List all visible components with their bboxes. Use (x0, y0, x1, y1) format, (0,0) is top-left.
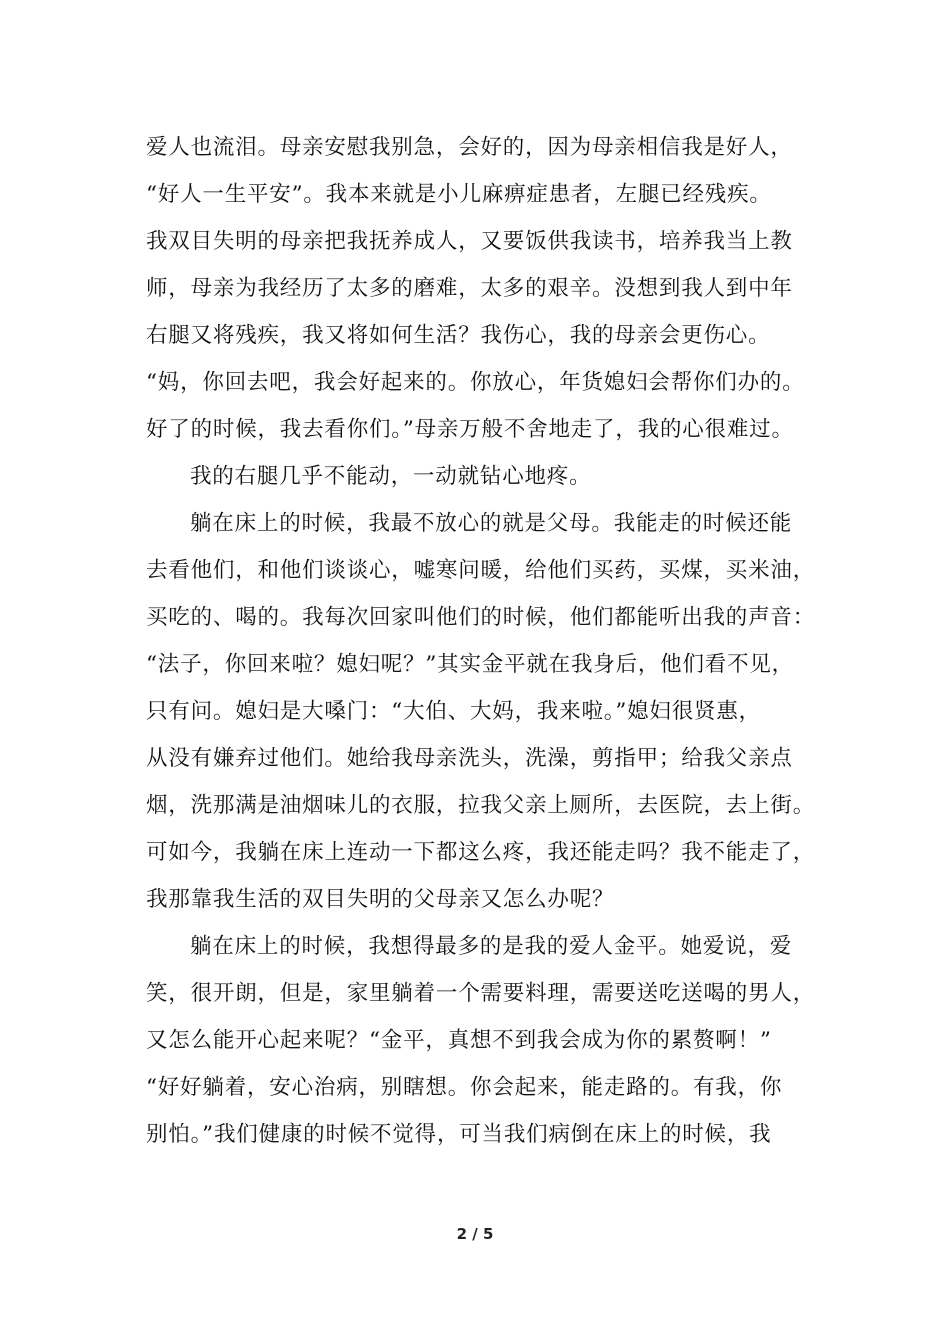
text-line: 右腿又将残疾，我又将如何生活？我伤心，我的母亲会更伤心。 (146, 323, 771, 348)
text-line: 躺在床上的时候，我想得最多的是我的爱人金平。她爱说，爱 (190, 934, 793, 959)
text-line: 去看他们，和他们谈谈心，嘘寒问暖，给他们买药，买煤，买米油， (146, 558, 816, 583)
text-line: 好了的时候，我去看你们。”母亲万般不舍地走了，我的心很难过。 (146, 417, 794, 442)
text-line: 我那靠我生活的双目失明的父母亲又怎么办呢？ (146, 887, 615, 912)
text-line: 别怕。”我们健康的时候不觉得，可当我们病倒在床上的时候，我 (146, 1122, 772, 1147)
text-line: “妈，你回去吧，我会好起来的。你放心，年货媳妇会帮你们办的。 (146, 370, 805, 395)
text-line: 从没有嫌弃过他们。她给我母亲洗头，洗澡，剪指甲；给我父亲点 (146, 746, 793, 771)
text-line: 躺在床上的时候，我最不放心的就是父母。我能走的时候还能 (190, 511, 793, 536)
text-line: 笑，很开朗，但是，家里躺着一个需要料理，需要送吃送喝的男人， (146, 981, 816, 1006)
text-line: “好人一生平安”。我本来就是小儿麻痹症患者，左腿已经残疾。 (146, 182, 772, 207)
text-line: “好好躺着，安心治病，别瞎想。你会起来，能走路的。有我，你 (146, 1075, 783, 1100)
page-number: 2 / 5 (456, 1225, 494, 1243)
text-line: “法子，你回来啦？媳妇呢？”其实金平就在我身后，他们看不见， (146, 652, 794, 677)
text-line: 可如今，我躺在床上连动一下都这么疼，我还能走吗？我不能走了， (146, 840, 816, 865)
text-line: 买吃的、喝的。我每次回家叫他们的时候，他们都能听出我的声音： (146, 605, 816, 630)
text-line: 烟，洗那满是油烟味儿的衣服，拉我父亲上厕所，去医院，去上街。 (146, 793, 816, 818)
text-line: 师，母亲为我经历了太多的磨难，太多的艰辛。没想到我人到中年 (146, 276, 793, 301)
text-line: 我的右腿几乎不能动，一动就钻心地疼。 (190, 464, 592, 489)
body-text (146, 124, 826, 1158)
text-line: 爱人也流泪。母亲安慰我别急，会好的，因为母亲相信我是好人， (146, 135, 793, 160)
text-line: 我双目失明的母亲把我抚养成人，又要饭供我读书，培养我当上教 (146, 229, 793, 254)
text-line: 只有问。媳妇是大嗓门：“大伯、大妈，我来啦。”媳妇很贤惠， (146, 699, 761, 724)
text-line: 又怎么能开心起来呢？“金平，真想不到我会成为你的累赘啊！” (146, 1028, 772, 1053)
